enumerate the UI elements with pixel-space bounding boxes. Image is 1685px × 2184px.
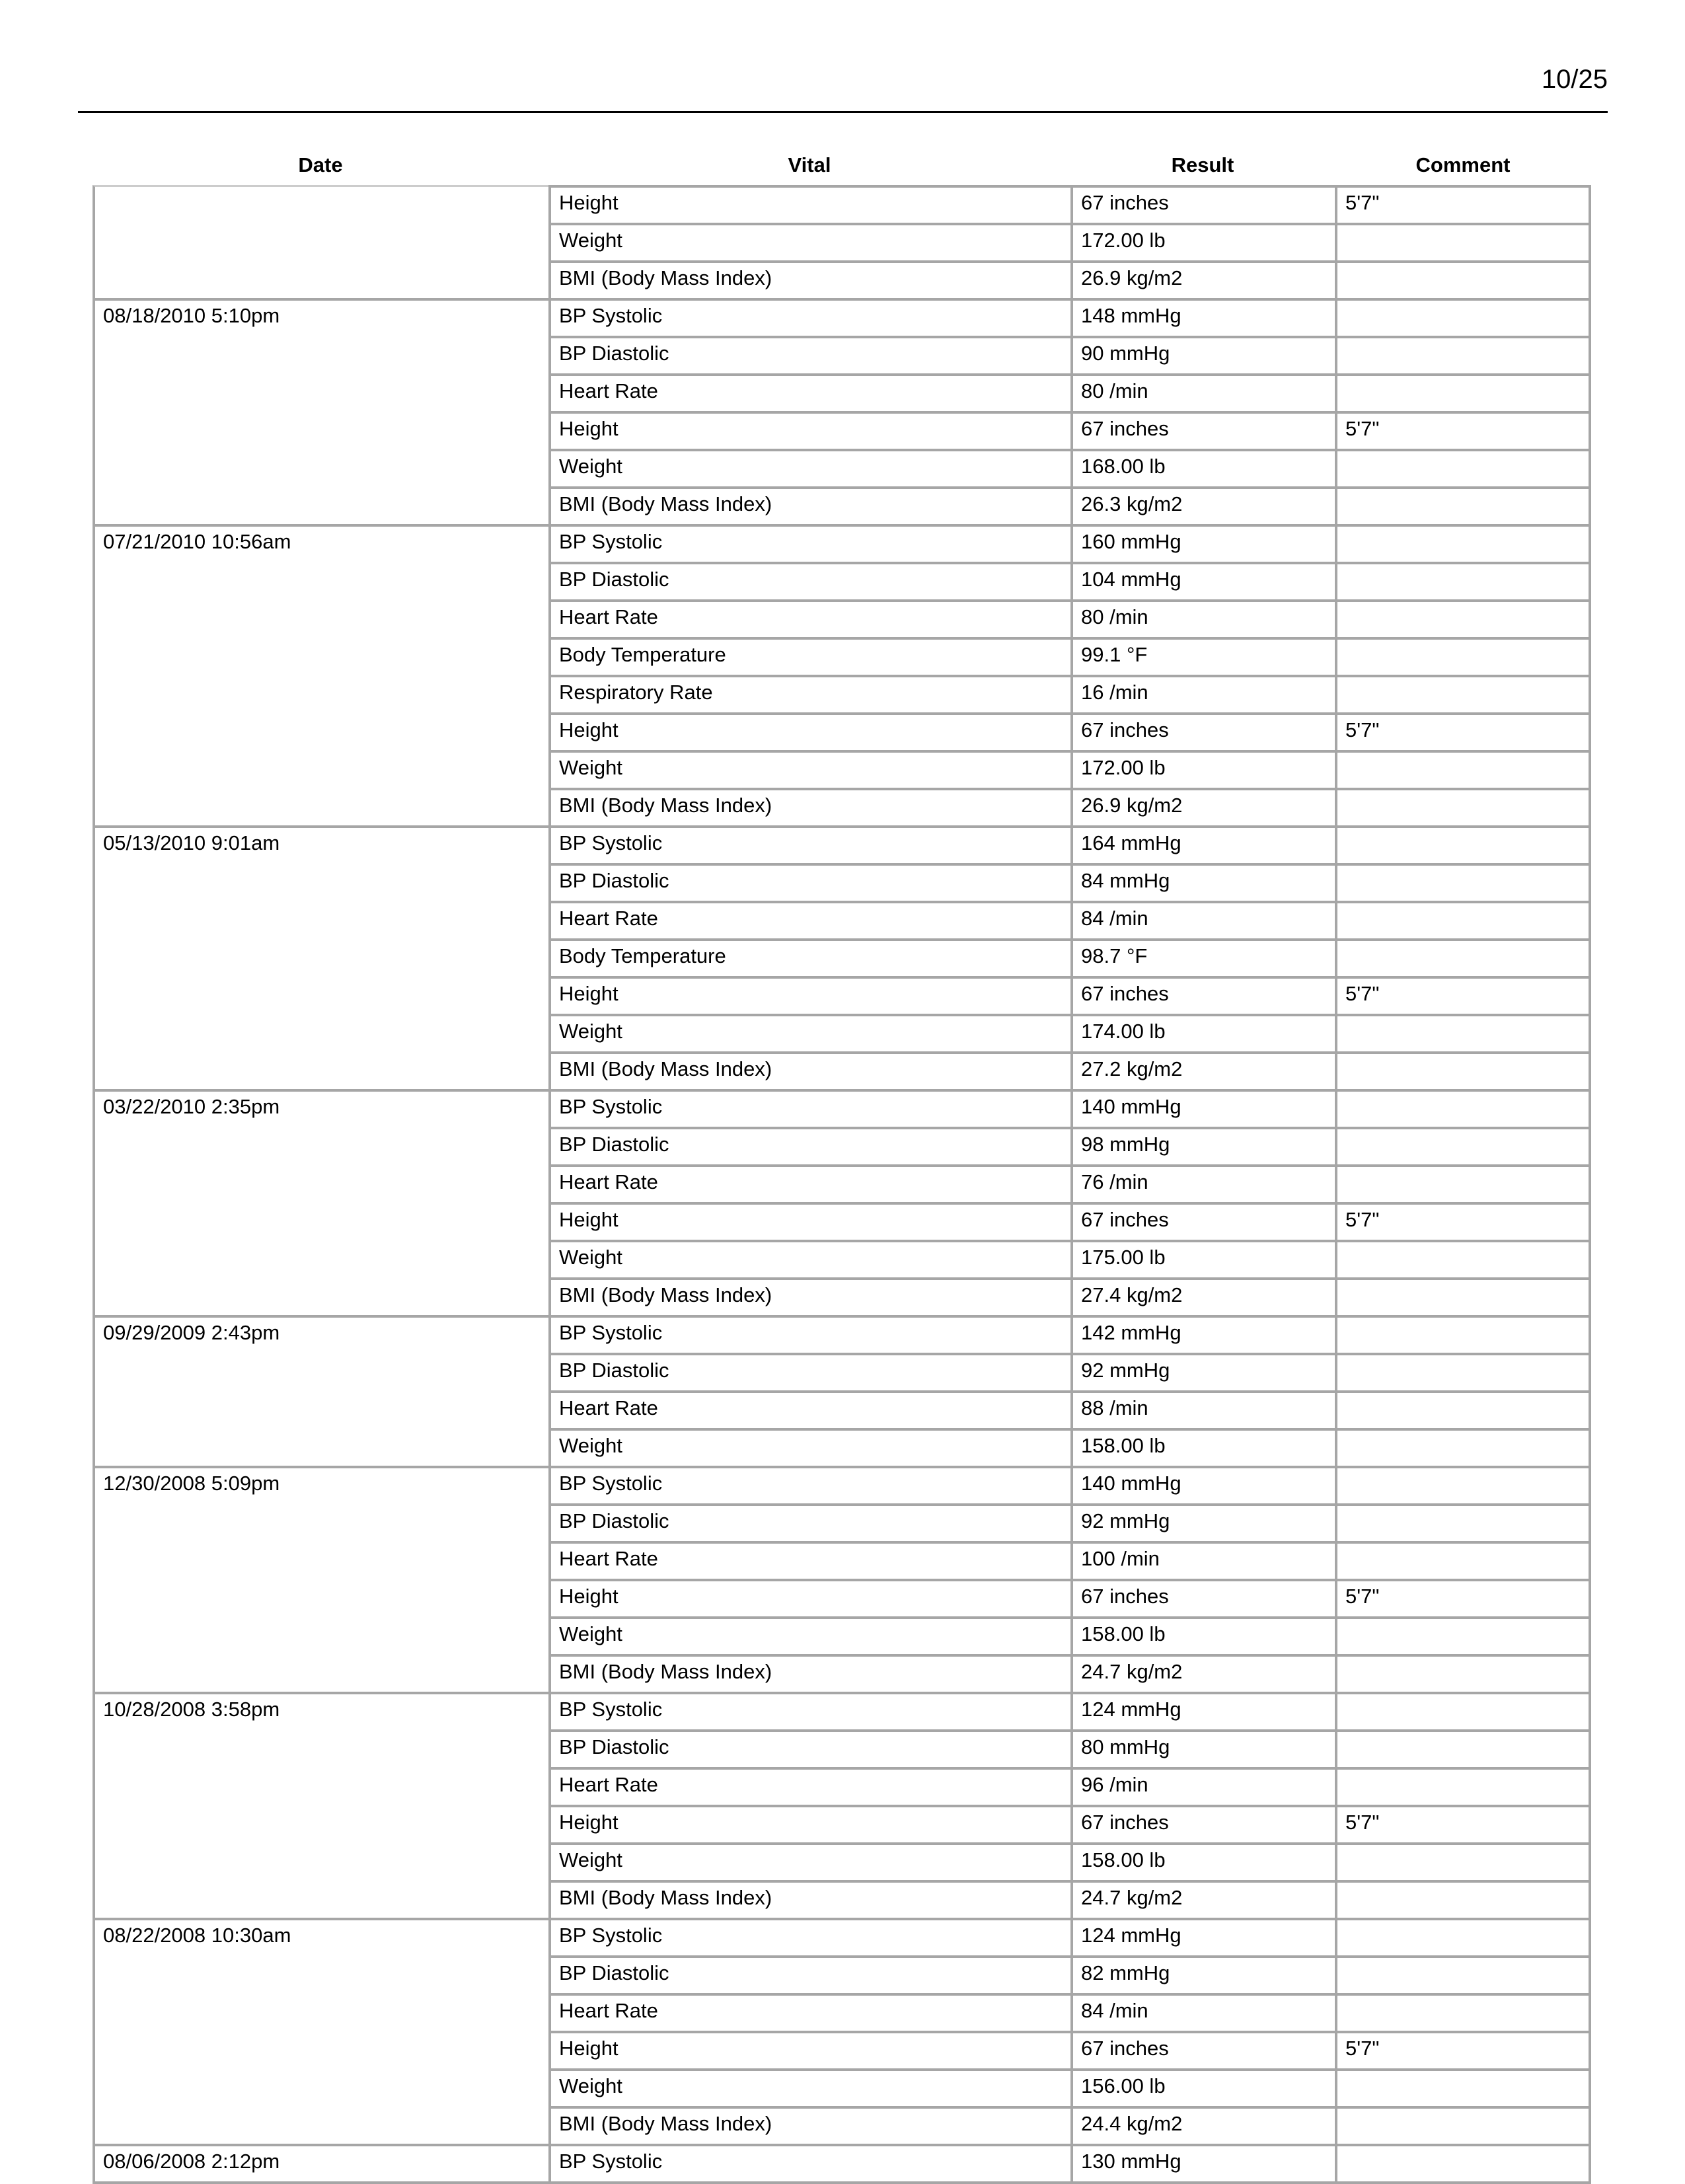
cell-vital: Weight (548, 1616, 1070, 1654)
cell-vital: BP Systolic (548, 2144, 1070, 2184)
cell-comment (1335, 1767, 1591, 1805)
cell-date: 08/18/2010 5:10pm (93, 298, 548, 524)
cell-comment (1335, 298, 1591, 336)
cell-vital: Weight (548, 2068, 1070, 2106)
cell-vital: Weight (548, 223, 1070, 260)
cell-vital: BMI (Body Mass Index) (548, 1277, 1070, 1315)
column-header-comment: Comment (1415, 153, 1511, 176)
cell-vital: BP Diastolic (548, 1955, 1070, 1993)
table-header-row (93, 147, 1591, 185)
cell-vital: BP Diastolic (548, 1127, 1070, 1164)
table-row (93, 1315, 1591, 1353)
table-body (93, 185, 1591, 2184)
cell-comment: 5'7" (1335, 976, 1591, 1014)
cell-result: 16 /min (1070, 675, 1335, 712)
cell-result: 158.00 lb (1070, 1842, 1335, 1880)
cell-result: 175.00 lb (1070, 1240, 1335, 1277)
page-number: 10/25 (1541, 65, 1608, 94)
column-header-vital: Vital (788, 153, 831, 176)
cell-comment (1335, 675, 1591, 712)
column-header-date: Date (298, 153, 343, 176)
table-row (93, 1089, 1591, 1127)
cell-vital: Body Temperature (548, 938, 1070, 976)
cell-result: 142 mmHg (1070, 1315, 1335, 1353)
cell-result: 24.4 kg/m2 (1070, 2106, 1335, 2144)
cell-result: 27.4 kg/m2 (1070, 1277, 1335, 1315)
cell-result: 67 inches (1070, 411, 1335, 449)
cell-comment (1335, 1729, 1591, 1767)
cell-comment (1335, 750, 1591, 788)
cell-result: 67 inches (1070, 976, 1335, 1014)
cell-comment: 5'7" (1335, 2031, 1591, 2068)
cell-result: 84 /min (1070, 1993, 1335, 2031)
cell-comment (1335, 637, 1591, 675)
table-row (93, 1918, 1591, 1955)
cell-vital: Height (548, 712, 1070, 750)
cell-vital: Heart Rate (548, 1767, 1070, 1805)
cell-vital: Heart Rate (548, 373, 1070, 411)
cell-comment (1335, 901, 1591, 938)
cell-date: 05/13/2010 9:01am (93, 825, 548, 1089)
cell-comment (1335, 223, 1591, 260)
vitals-table (93, 147, 1591, 2184)
cell-comment (1335, 1164, 1591, 1202)
cell-result: 76 /min (1070, 1164, 1335, 1202)
cell-result: 160 mmHg (1070, 524, 1335, 562)
cell-vital: BP Systolic (548, 524, 1070, 562)
cell-comment (1335, 1089, 1591, 1127)
cell-result: 26.9 kg/m2 (1070, 260, 1335, 298)
table-row (93, 825, 1591, 863)
table-row (93, 524, 1591, 562)
cell-comment: 5'7" (1335, 1202, 1591, 1240)
cell-result: 80 /min (1070, 599, 1335, 637)
cell-vital: BP Diastolic (548, 1503, 1070, 1541)
cell-vital: BP Systolic (548, 1466, 1070, 1503)
cell-comment (1335, 1428, 1591, 1466)
cell-vital: Height (548, 185, 1070, 223)
column-header-result: Result (1171, 153, 1234, 176)
cell-vital: Weight (548, 1842, 1070, 1880)
table-row (93, 185, 1591, 223)
cell-vital: BMI (Body Mass Index) (548, 2106, 1070, 2144)
table-row (93, 298, 1591, 336)
cell-result: 168.00 lb (1070, 449, 1335, 486)
cell-date: 03/22/2010 2:35pm (93, 1089, 548, 1315)
cell-vital: BMI (Body Mass Index) (548, 486, 1070, 524)
cell-vital: BP Diastolic (548, 336, 1070, 373)
cell-comment (1335, 1014, 1591, 1051)
cell-vital: Height (548, 2031, 1070, 2068)
cell-comment (1335, 1503, 1591, 1541)
cell-comment: 5'7" (1335, 185, 1591, 223)
cell-comment (1335, 1051, 1591, 1089)
cell-result: 158.00 lb (1070, 1616, 1335, 1654)
header-divider (78, 111, 1608, 113)
cell-result: 104 mmHg (1070, 562, 1335, 599)
table-row (93, 2144, 1591, 2184)
cell-comment (1335, 1127, 1591, 1164)
cell-vital: BMI (Body Mass Index) (548, 788, 1070, 825)
cell-result: 98.7 °F (1070, 938, 1335, 976)
cell-comment (1335, 562, 1591, 599)
cell-vital: Weight (548, 1014, 1070, 1051)
cell-date: 09/29/2009 2:43pm (93, 1315, 548, 1466)
cell-vital: Heart Rate (548, 1993, 1070, 2031)
cell-result: 24.7 kg/m2 (1070, 1654, 1335, 1692)
cell-comment (1335, 1277, 1591, 1315)
cell-comment (1335, 449, 1591, 486)
cell-result: 67 inches (1070, 1202, 1335, 1240)
cell-vital: Weight (548, 1240, 1070, 1277)
cell-comment (1335, 863, 1591, 901)
cell-vital: BP Systolic (548, 1918, 1070, 1955)
cell-vital: Heart Rate (548, 1164, 1070, 1202)
cell-date: 12/30/2008 5:09pm (93, 1466, 548, 1692)
cell-comment (1335, 1466, 1591, 1503)
cell-date: 08/22/2008 10:30am (93, 1918, 548, 2144)
cell-comment (1335, 486, 1591, 524)
cell-vital: Heart Rate (548, 1390, 1070, 1428)
cell-vital: Weight (548, 449, 1070, 486)
cell-result: 92 mmHg (1070, 1503, 1335, 1541)
cell-vital: BMI (Body Mass Index) (548, 260, 1070, 298)
cell-vital: BP Diastolic (548, 562, 1070, 599)
cell-vital: Heart Rate (548, 1541, 1070, 1579)
cell-result: 84 mmHg (1070, 863, 1335, 901)
cell-result: 172.00 lb (1070, 223, 1335, 260)
cell-result: 124 mmHg (1070, 1692, 1335, 1729)
cell-result: 174.00 lb (1070, 1014, 1335, 1051)
vitals-table-container (93, 147, 1592, 2184)
cell-comment (1335, 1315, 1591, 1353)
cell-vital: BMI (Body Mass Index) (548, 1654, 1070, 1692)
cell-vital: Height (548, 976, 1070, 1014)
table-row (93, 1692, 1591, 1729)
cell-result: 84 /min (1070, 901, 1335, 938)
cell-vital: Height (548, 1202, 1070, 1240)
cell-vital: Height (548, 411, 1070, 449)
page-header (78, 63, 1608, 123)
cell-vital: Heart Rate (548, 599, 1070, 637)
cell-result: 164 mmHg (1070, 825, 1335, 863)
cell-comment (1335, 2144, 1591, 2184)
cell-result: 67 inches (1070, 2031, 1335, 2068)
cell-result: 88 /min (1070, 1390, 1335, 1428)
cell-comment (1335, 1541, 1591, 1579)
cell-comment (1335, 373, 1591, 411)
cell-result: 67 inches (1070, 1579, 1335, 1616)
cell-comment (1335, 1955, 1591, 1993)
cell-vital: BMI (Body Mass Index) (548, 1880, 1070, 1918)
cell-comment (1335, 1616, 1591, 1654)
cell-result: 140 mmHg (1070, 1466, 1335, 1503)
cell-date (93, 185, 548, 298)
cell-result: 24.7 kg/m2 (1070, 1880, 1335, 1918)
cell-result: 98 mmHg (1070, 1127, 1335, 1164)
cell-result: 158.00 lb (1070, 1428, 1335, 1466)
cell-vital: BP Systolic (548, 298, 1070, 336)
cell-comment (1335, 938, 1591, 976)
cell-comment: 5'7" (1335, 1579, 1591, 1616)
cell-comment (1335, 1993, 1591, 2031)
cell-result: 26.9 kg/m2 (1070, 788, 1335, 825)
cell-vital: Weight (548, 750, 1070, 788)
cell-vital: BP Diastolic (548, 863, 1070, 901)
cell-result: 67 inches (1070, 712, 1335, 750)
cell-comment (1335, 260, 1591, 298)
cell-comment (1335, 1240, 1591, 1277)
cell-comment (1335, 1353, 1591, 1390)
cell-comment (1335, 1880, 1591, 1918)
cell-vital: Body Temperature (548, 637, 1070, 675)
cell-comment (1335, 599, 1591, 637)
cell-result: 148 mmHg (1070, 298, 1335, 336)
cell-comment: 5'7" (1335, 411, 1591, 449)
cell-result: 80 mmHg (1070, 1729, 1335, 1767)
cell-vital: BP Systolic (548, 1692, 1070, 1729)
cell-comment (1335, 1654, 1591, 1692)
cell-result: 92 mmHg (1070, 1353, 1335, 1390)
cell-comment (1335, 2068, 1591, 2106)
cell-comment (1335, 825, 1591, 863)
cell-comment (1335, 1692, 1591, 1729)
cell-result: 80 /min (1070, 373, 1335, 411)
cell-result: 67 inches (1070, 1805, 1335, 1842)
cell-result: 90 mmHg (1070, 336, 1335, 373)
table-row (93, 1466, 1591, 1503)
cell-vital: Weight (548, 1428, 1070, 1466)
cell-vital: Height (548, 1579, 1070, 1616)
cell-result: 130 mmHg (1070, 2144, 1335, 2184)
cell-date: 07/21/2010 10:56am (93, 524, 548, 825)
cell-vital: BP Systolic (548, 1315, 1070, 1353)
cell-vital: Heart Rate (548, 901, 1070, 938)
cell-vital: Height (548, 1805, 1070, 1842)
cell-comment (1335, 336, 1591, 373)
cell-result: 82 mmHg (1070, 1955, 1335, 1993)
cell-result: 156.00 lb (1070, 2068, 1335, 2106)
cell-vital: BP Diastolic (548, 1729, 1070, 1767)
cell-result: 140 mmHg (1070, 1089, 1335, 1127)
cell-result: 26.3 kg/m2 (1070, 486, 1335, 524)
cell-date: 10/28/2008 3:58pm (93, 1692, 548, 1918)
cell-result: 96 /min (1070, 1767, 1335, 1805)
cell-comment (1335, 1918, 1591, 1955)
cell-result: 124 mmHg (1070, 1918, 1335, 1955)
cell-vital: BP Systolic (548, 825, 1070, 863)
cell-result: 99.1 °F (1070, 637, 1335, 675)
cell-result: 67 inches (1070, 185, 1335, 223)
cell-vital: BP Diastolic (548, 1353, 1070, 1390)
cell-comment (1335, 1390, 1591, 1428)
cell-comment (1335, 524, 1591, 562)
cell-vital: BMI (Body Mass Index) (548, 1051, 1070, 1089)
cell-comment (1335, 788, 1591, 825)
cell-result: 100 /min (1070, 1541, 1335, 1579)
cell-result: 27.2 kg/m2 (1070, 1051, 1335, 1089)
cell-vital: Respiratory Rate (548, 675, 1070, 712)
cell-comment: 5'7" (1335, 1805, 1591, 1842)
cell-comment: 5'7" (1335, 712, 1591, 750)
table-header (93, 147, 1591, 185)
cell-date: 08/06/2008 2:12pm (93, 2144, 548, 2184)
cell-result: 172.00 lb (1070, 750, 1335, 788)
cell-comment (1335, 2106, 1591, 2144)
cell-comment (1335, 1842, 1591, 1880)
cell-vital: BP Systolic (548, 1089, 1070, 1127)
